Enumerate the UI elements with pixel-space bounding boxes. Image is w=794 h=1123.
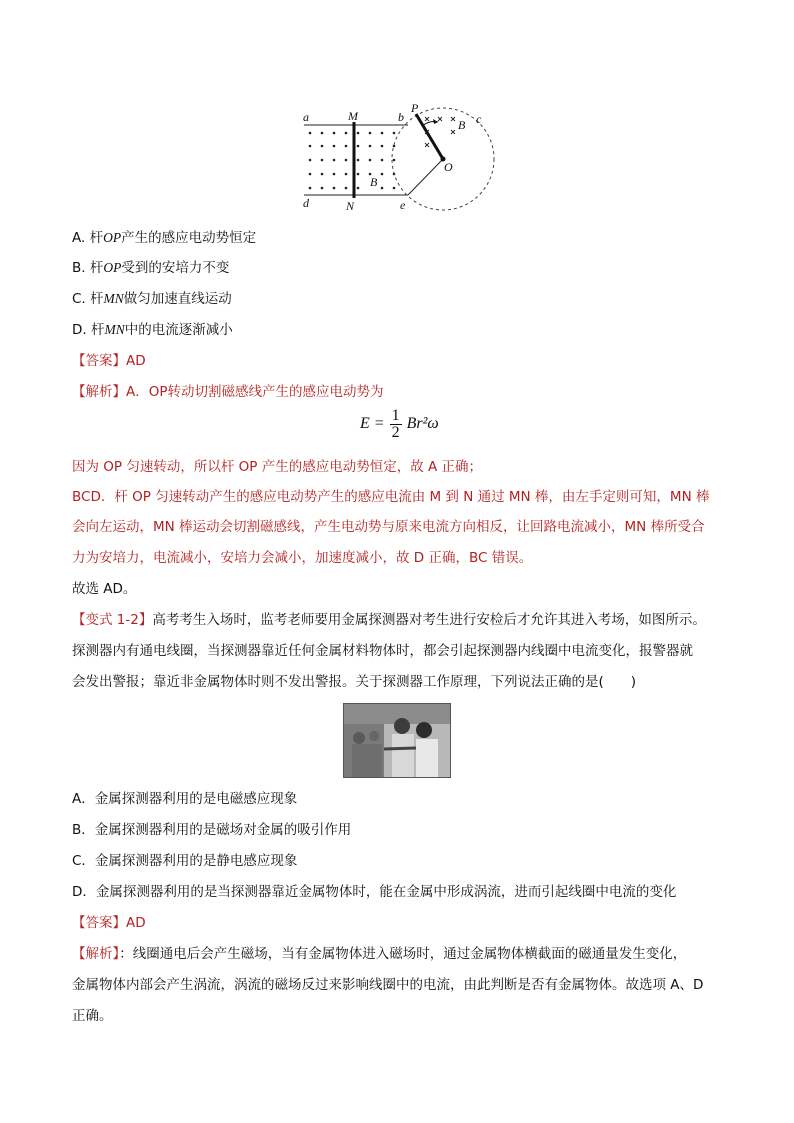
q1-analysis-line4: 会向左运动，MN 棒运动会切割磁感线，产生电动势与原来电流方向相反，让回路电流减小，MN 棒所受合: [72, 519, 705, 535]
field-crosses: [425, 117, 455, 147]
q2-option-c: C．金属探测器利用的是静电感应现象: [72, 853, 298, 869]
q2-option-b: B．金属探测器利用的是磁场对金属的吸引作用: [72, 822, 352, 838]
label-p: P: [411, 104, 419, 115]
q1-analysis-line2: 因为 OP 匀速转动，所以杆 OP 产生的感应电动势恒定，故 A 正确；: [72, 459, 483, 475]
q2-stem-line3: 会发出警报；靠近非金属物体时则不发出警报。关于探测器工作原理，下列说法正确的是( ): [72, 674, 637, 690]
q2-stem-line2: 探测器内有通电线圈，当探测器靠近任何金属材料物体时，都会引起探测器内线圈中电流变化，报警器就: [72, 643, 693, 659]
q2-analysis-line2: 金属物体内部会产生涡流，涡流的磁场反过来影响线圈中的电流，由此判断是否有金属物体。故选项 A、D: [72, 977, 704, 993]
q1-option-a: A. 杆OP产生的感应电动势恒定: [72, 230, 257, 246]
q2-analysis-line1: 【解析】：线圈通电后会产生磁场，当有金属物体进入磁场时，通过金属物体横截面的磁通量发生变化，: [72, 946, 687, 962]
q1-analysis-line5: 力为安培力，电流减小，安培力会减小，加速度减小，故 D 正确，BC 错误。: [72, 550, 533, 566]
q2-stem-line1: 【变式 1-2】高考考生入场时，监考老师要用金属探测器对考生进行安检后才允许其进入考场，如图所示。: [72, 612, 706, 628]
q1-option-d: D. 杆MN中的电流逐渐减小: [72, 322, 233, 338]
q1-answer: 【答案】AD: [72, 353, 146, 369]
label-b-top: B: [458, 118, 466, 132]
label-n: N: [346, 199, 355, 213]
q2-option-d: D．金属探测器利用的是当探测器靠近金属物体时，能在金属中形成涡流，进而引起线圈中电流的变化: [72, 884, 677, 900]
label-e: e: [400, 198, 406, 212]
emf-formula: E = $\frac{1}{2}$ Br²ω: [360, 407, 439, 441]
q2-analysis-line3: 正确。: [72, 1008, 113, 1024]
q2-option-a: A．金属探测器利用的是电磁感应现象: [72, 791, 298, 807]
circuit-diagram: [298, 104, 498, 214]
label-a: a: [303, 110, 309, 124]
field-dots: [309, 132, 396, 190]
q1-conclusion: 故选 AD。: [72, 581, 137, 597]
label-m: M: [348, 109, 358, 123]
label-d: d: [303, 196, 309, 210]
q1-analysis-line3: BCD．杆 OP 匀速转动产生的感应电动势产生的感应电流由 M 到 N 通过 MN 棒，由左手定则可知，MN 棒: [72, 489, 710, 505]
metal-detector-photo: [343, 703, 451, 778]
q1-option-b: B. 杆OP受到的安培力不变: [72, 260, 230, 276]
wire-e-o: [408, 159, 443, 195]
q1-option-c: C. 杆MN做匀加速直线运动: [72, 291, 232, 307]
label-b: b: [398, 110, 404, 124]
label-b-bottom: B: [370, 175, 378, 189]
label-o: O: [444, 160, 453, 174]
rod-op: [416, 114, 443, 159]
q2-answer: 【答案】AD: [72, 915, 146, 931]
label-c: c: [476, 112, 482, 126]
q1-analysis-line1: 【解析】A．OP转动切割磁感线产生的感应电动势为: [72, 384, 384, 400]
